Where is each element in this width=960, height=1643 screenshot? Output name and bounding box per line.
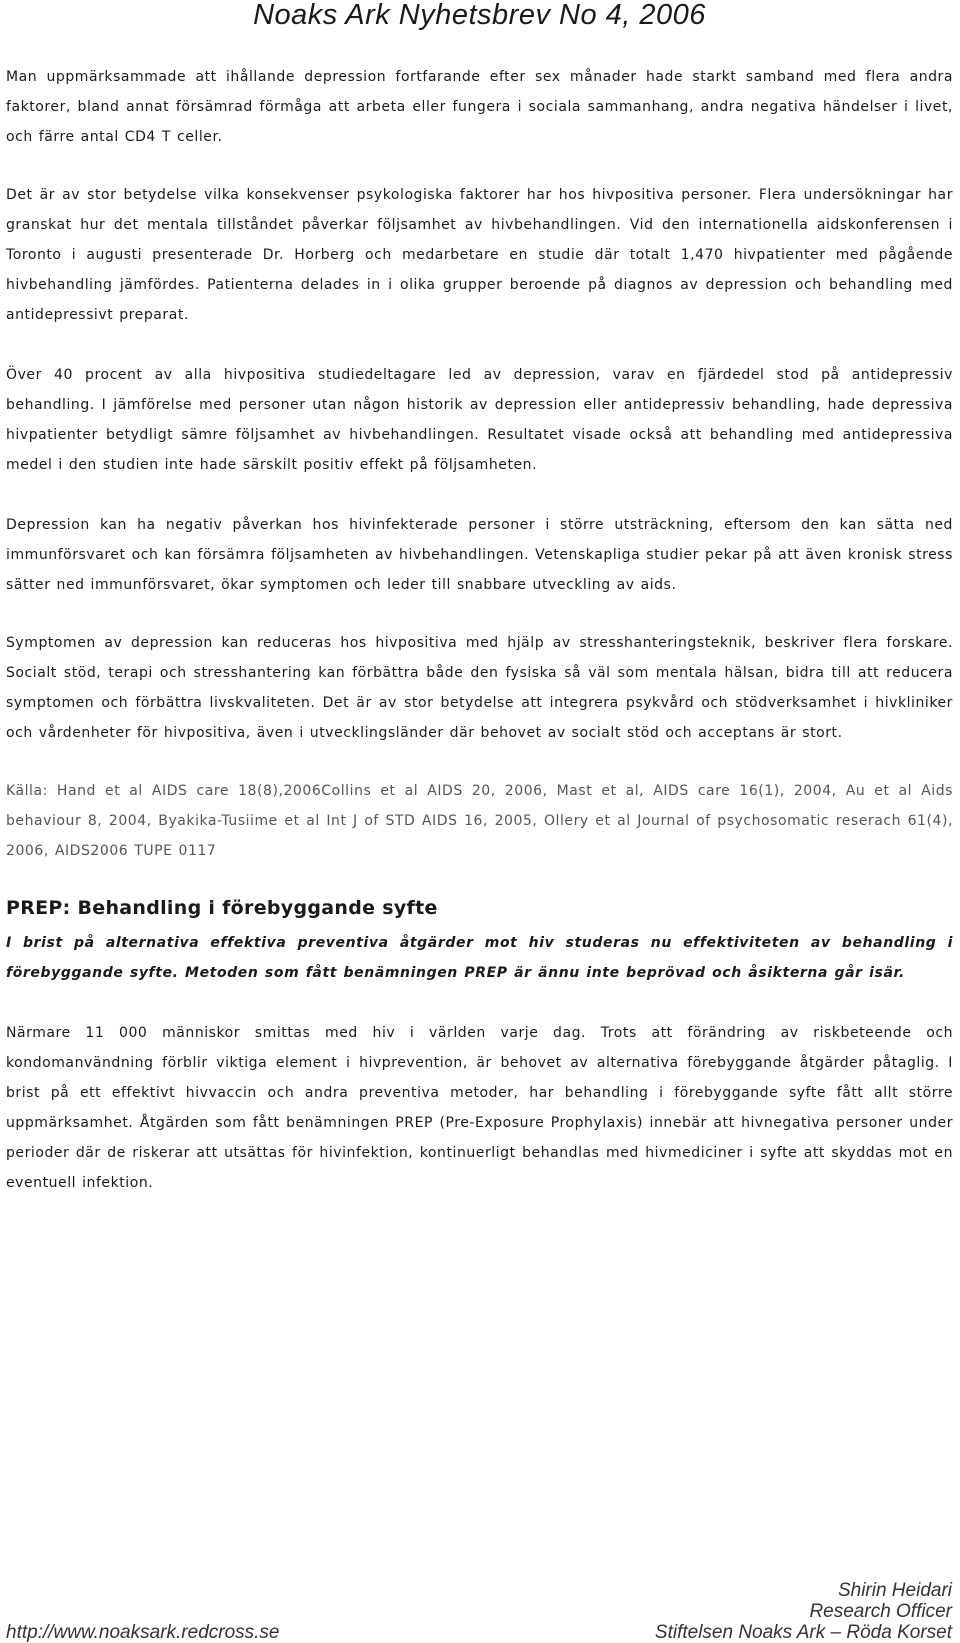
author-name: Shirin Heidari [837, 1580, 952, 1601]
newsletter-title: Noaks Ark Nyhetsbrev No 4, 2006 [253, 0, 706, 31]
paragraph-stress-management: Symptomen av depression kan reduceras hos hivpositiva med hjälp av stresshanteringsteknik, beskriver flera forskare. Socialt stöd, terapi och stresshantering kan förbättra både den fysiska så väl som mentala hälsan, bidra till att reducera symptomen och förbättra livskvaliteten. Det är av stor betydelse att integrera psykvård och stödverksamhet i hivkliniker och vårdenheter för hivpositiva, även i utvecklingsländer där behovet av socialt stöd och acceptans är stort. [6, 635, 953, 741]
paragraph-prep-details: Närmare 11 000 människor smittas med hiv i världen varje dag. Trots att förändring av riskbeteende och kondomanvändning förblir viktiga element i hivprevention, är behovet av alternativa förebyggande åtgärder påtaglig. I brist på ett effektivt hivvaccin och andra preventiva metoder, har behandling i förebyggande syfte fått allt större uppmärksamhet. Åtgärden som fått benämningen PREP (Pre-Exposure Prophylaxis) innebär att hivnegativa personer under perioder där de riskerar att utsättas för hivinfektion, kontinuerligt behandlas med hivmediciner i syfte att skyddas mot en eventuell infektion. [6, 1025, 953, 1191]
prep-heading: PREP: Behandling i förebyggande syfte [6, 897, 438, 919]
author-signature [809, 1580, 952, 1622]
paragraph-depression-factors: Man uppmärksammade att ihållande depression fortfarande efter sex månader hade starkt samband med flera andra faktorer, bland annat försämrad förmåga att arbeta eller fungera i sociala sammanhang, andra negativa händelser i livet, och färre antal CD4 T celler. [6, 69, 953, 145]
prep-lead: I brist på alternativa effektiva preventiva åtgärder mot hiv studeras nu effektiviteten av behandling i förebyggande syfte. Metoden som fått benämningen PREP är ännu inte beprövad och åsikterna går isär. [6, 935, 953, 981]
footer-organization: Stiftelsen Noaks Ark – Röda Korset [654, 1622, 952, 1643]
paragraph-study-results: Över 40 procent av alla hivpositiva studiedeltagare led av depression, varav en fjärdedel stod på antidepressiv behandling. I jämförelse med personer utan någon historik av depression eller antidepressiv behandling, hade depressiva hivpatienter betydligt sämre följsamhet av hivbehandlingen. Resultatet visade också att behandling med antidepressiva medel i den studien inte hade särskilt positiv effekt på följsamheten. [6, 367, 953, 473]
sources-citation: Källa: Hand et al AIDS care 18(8),2006Collins et al AIDS 20, 2006, Mast et al, AIDS care 16(1), 2004, Au et al Aids behaviour 8, 2004, Byakika-Tusiime et al Int J of STD AIDS 16, 2005, Ollery et al Journal of psychosomatic reserach 61(4), 2006, AIDS2006 TUPE 0117 [6, 783, 953, 859]
paragraph-psychological-factors: Det är av stor betydelse vilka konsekvenser psykologiska faktorer har hos hivpositiva personer. Flera undersökningar har granskat hur det mentala tillståndet påverkar följsamhet av hivbehandlingen. Vid den internationella aidskonferensen i Toronto i augusti presenterade Dr. Horberg och medarbetare en studie där totalt 1,470 hivpatienter med pågående hivbehandling jämfördes. Patienterna delades in i olika grupper beroende på diagnos av depression och behandling med antidepressivt preparat. [6, 187, 953, 323]
author-role: Research Officer [809, 1601, 952, 1622]
footer-url-link[interactable]: http://www.noaksark.redcross.se [6, 1622, 280, 1643]
paragraph-immune-impact: Depression kan ha negativ påverkan hos hivinfekterade personer i större utsträckning, eftersom den kan sätta ned immunförsvaret och kan försämra följsamheten av hivbehandlingen. Vetenskapliga studier pekar på att även kronisk stress sätter ned immunförsvaret, ökar symptomen och leder till snabbare utveckling av aids. [6, 517, 953, 593]
